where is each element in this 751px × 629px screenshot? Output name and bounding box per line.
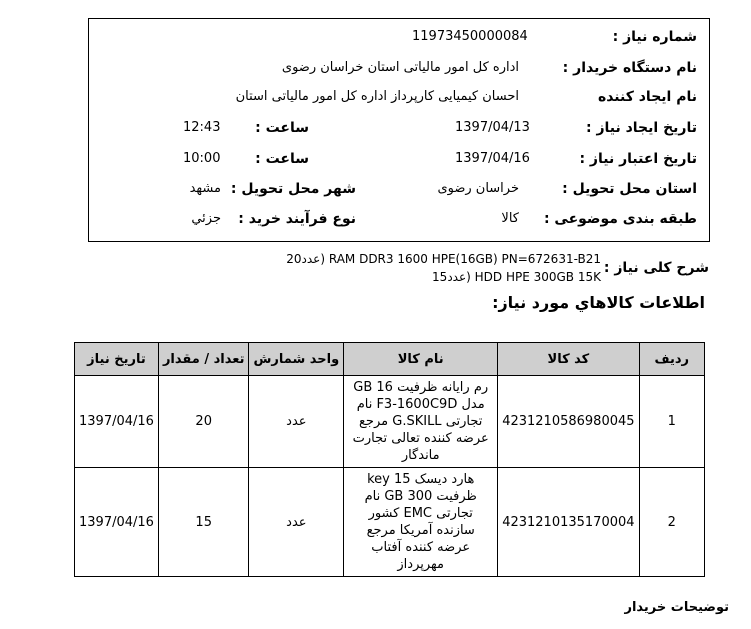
col-header-code: کد کالا <box>498 343 639 376</box>
summary-line-1: RAM DDR3 1600 HPE(16GB) PN=672631-B21 (عدد20 <box>286 252 601 266</box>
valid-date: 1397/04/16 <box>455 151 530 166</box>
need-number: 11973450000084 <box>412 29 528 44</box>
col-header-qty: تعداد / مقدار <box>158 343 249 376</box>
buyer-label: نام دستگاه خریدار : <box>562 60 697 76</box>
summary-line-2: HDD HPE 300GB 15K (عدد15 <box>432 270 601 284</box>
category: کالا <box>501 211 519 226</box>
col-header-name: نام کالا <box>344 343 498 376</box>
col-header-date: تاریخ نیاز <box>75 343 159 376</box>
row-qty: 15 <box>158 468 249 577</box>
row-code: 4231210135170004 <box>498 468 639 577</box>
process-type-label: نوع فرآیند خرید : <box>238 211 356 227</box>
row-unit: عدد <box>249 376 344 468</box>
delivery-city: مشهد <box>189 181 221 196</box>
created-date: 1397/04/13 <box>455 120 530 135</box>
table-row <box>75 376 705 468</box>
valid-time-label: ساعت : <box>255 151 309 167</box>
process-type: جزئي <box>191 211 221 226</box>
row-code: 4231210586980045 <box>498 376 639 468</box>
need-number-label: شماره نیاز : <box>612 29 697 45</box>
col-header-unit: واحد شمارش <box>249 343 344 376</box>
table-row <box>75 468 705 577</box>
valid-time: 10:00 <box>183 151 221 166</box>
creator-name: احسان کیمیایی کارپرداز اداره کل امور مالیاتی استان <box>235 89 519 104</box>
row-date: 1397/04/16 <box>75 468 159 577</box>
creator-label: نام ایجاد کننده <box>597 89 697 105</box>
valid-date-label: تاریخ اعتبار نیاز : <box>579 151 697 167</box>
row-unit: عدد <box>249 468 344 577</box>
table-header-row <box>75 343 705 376</box>
row-date: 1397/04/16 <box>75 376 159 468</box>
delivery-province-label: استان محل تحویل : <box>562 181 697 197</box>
created-date-label: تاریخ ایجاد نیاز : <box>585 120 697 136</box>
created-time: 12:43 <box>183 120 221 135</box>
buyer-name: اداره کل امور مالیاتی استان خراسان رضوی <box>281 60 519 75</box>
col-header-index: ردیف <box>639 343 704 376</box>
created-time-label: ساعت : <box>255 120 309 136</box>
row-item-name: رم رایانه ظرفیت 16 GB مدل F3-1600C9D نام تجارتی G.SKILL مرجع عرضه کننده تعالی تجارت ماندگار <box>344 376 498 468</box>
need-info-box <box>88 18 710 242</box>
row-index: 1 <box>639 376 704 468</box>
delivery-province: خراسان رضوی <box>437 181 519 196</box>
items-section-title: اطلاعات کالاهاي مورد نياز: <box>492 293 705 312</box>
row-index: 2 <box>639 468 704 577</box>
row-qty: 20 <box>158 376 249 468</box>
category-label: طبقه بندی موضوعی : <box>543 211 697 227</box>
summary-label: شرح کلی نیاز : <box>603 260 709 276</box>
buyer-notes-title: توضیحات خریدار <box>624 600 729 615</box>
row-item-name: هارد دیسک 15 key ظرفیت 300 GB نام تجارتی EMC کشور سازنده آمریکا مرجع عرضه کننده آفتاب مهرپرداز <box>344 468 498 577</box>
delivery-city-label: شهر محل تحویل : <box>230 181 356 197</box>
items-table <box>74 342 705 577</box>
